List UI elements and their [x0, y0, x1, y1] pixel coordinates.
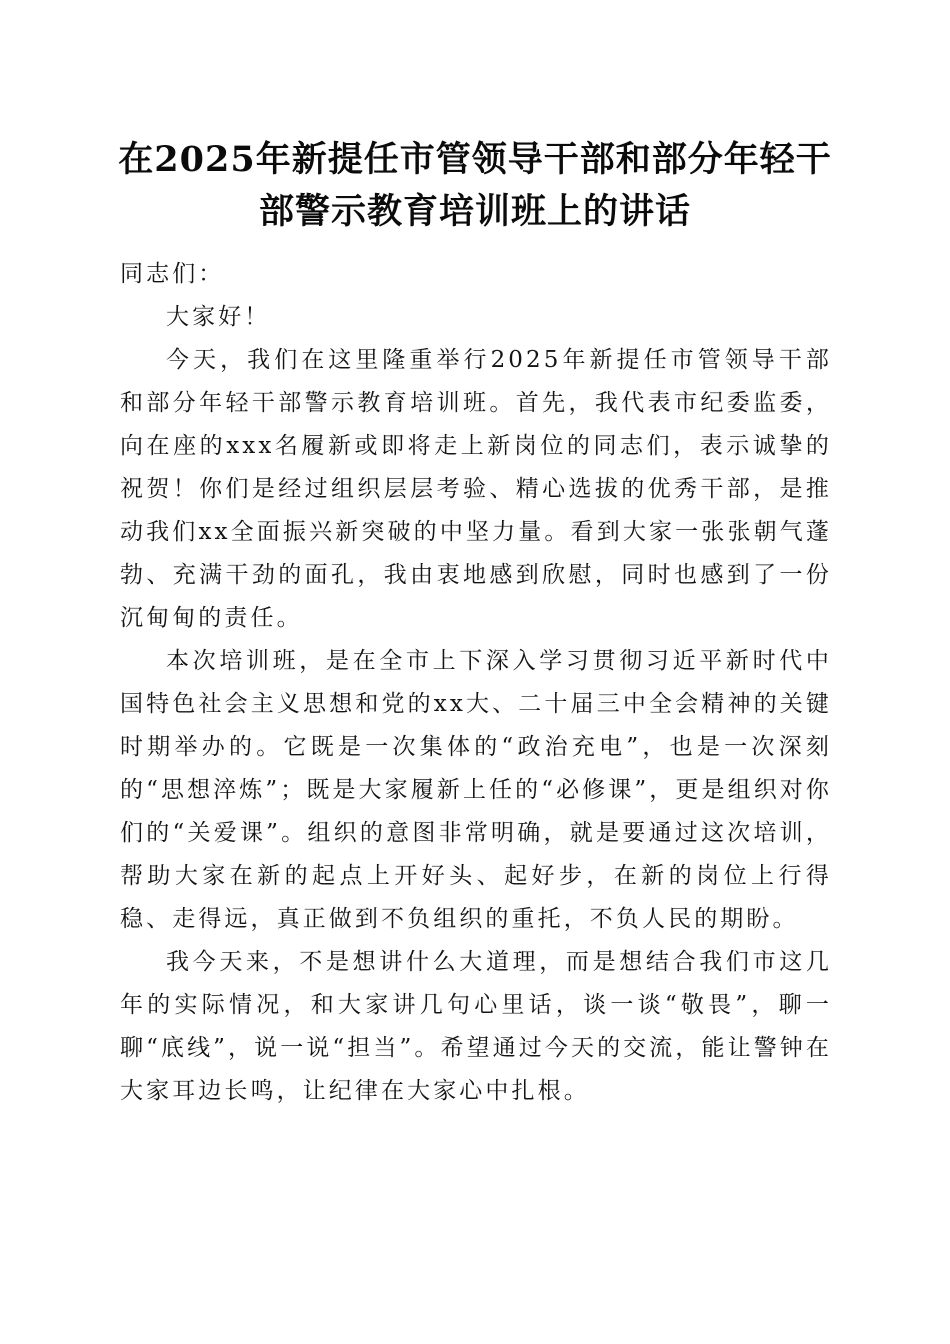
salutation: 同志们：	[120, 261, 225, 287]
document-title: 在2025年新提任市管领导干部和部分年轻干部警示教育培训班上的讲话	[118, 139, 832, 232]
document-body	[120, 253, 832, 1113]
paragraph-training-purpose: 本次培训班，是在全市上下深入学习贯彻习近平新时代中国特色社会主义思想和党的xx大、二十届三中全会精神的关键时期举办的。它既是一次集体的“政治充电”，也是一次深刻的“思想淬炼”；既是大家履新上任的“必修课”，更是组织对你们的“关爱课”。组织的意图非常明确，就是要通过这次培训，帮助大家在新的起点上开好头、起好步，在新的岗位上行得稳、走得远，真正做到不负组织的重托，不负人民的期盼。	[120, 648, 832, 932]
paragraph-speech-topics: 我今天来，不是想讲什么大道理，而是想结合我们市这几年的实际情况，和大家讲几句心里话，谈一谈“敬畏”，聊一聊“底线”，说一说“担当”。希望通过今天的交流，能让警钟在大家耳边长鸣，让纪律在大家心中扎根。	[120, 949, 832, 1104]
paragraph-greeting: 大家好！	[166, 304, 271, 330]
paragraph-opening: 今天，我们在这里隆重举行2025年新提任市管领导干部和部分年轻干部警示教育培训班。首先，我代表市纪委监委，向在座的xxx名履新或即将走上新岗位的同志们，表示诚挚的祝贺！你们是经过组织层层考验、精心选拔的优秀干部，是推动我们xx全面振兴新突破的中坚力量。看到大家一张张朝气蓬勃、充满干劲的面孔，我由衷地感到欣慰，同时也感到了一份沉甸甸的责任。	[120, 347, 832, 631]
